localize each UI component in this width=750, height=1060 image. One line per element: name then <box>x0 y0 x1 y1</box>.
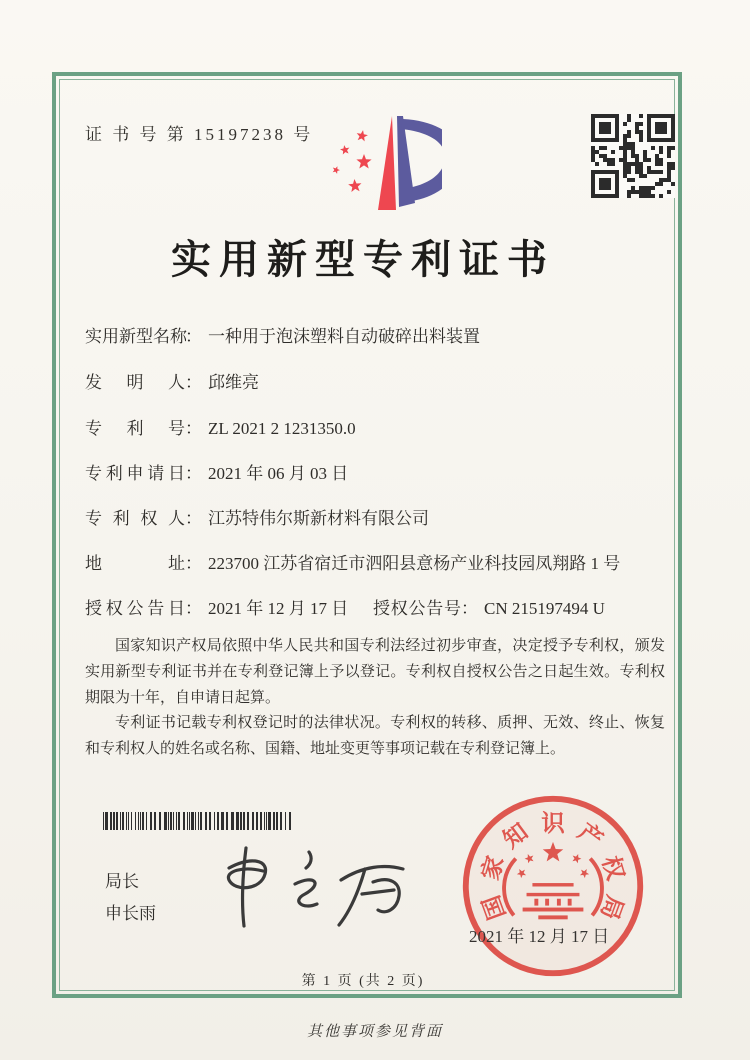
field-label: 专利权人 <box>85 509 185 528</box>
field-colon: ： <box>185 419 202 438</box>
field-colon: ： <box>185 509 202 528</box>
commissioner-signature <box>213 838 418 928</box>
field-filing-date <box>85 459 665 484</box>
field-label: 地址 <box>85 554 185 573</box>
commissioner-name: 申长雨 <box>105 904 156 924</box>
field-grant-announcement <box>85 594 665 619</box>
field-colon: ： <box>185 327 202 346</box>
field-value: 223700 江苏省宿迁市泗阳县意杨产业科技园凤翔路 1 号 <box>208 554 621 573</box>
field-colon: ： <box>185 599 202 618</box>
commissioner-block <box>105 866 156 931</box>
field-value: 江苏特伟尔斯新材料有限公司 <box>208 509 429 528</box>
barcode <box>103 812 295 830</box>
legal-paragraph-1: 国家知识产权局依照中华人民共和国专利法经过初步审查，决定授予专利权，颁发实用新型专利证书并在专利登记簿上予以登记。专利权自授权公告之日起生效。专利权期限为十年，自申请日起算。 <box>85 638 665 706</box>
field-patentee <box>85 504 665 529</box>
field-value: CN 215197494 U <box>484 599 605 618</box>
commissioner-title: 局长 <box>105 872 139 891</box>
field-value: 2021 年 12 月 17 日 <box>208 599 349 618</box>
field-value: 邱维亮 <box>208 373 259 392</box>
svg-text:家: 家 <box>477 853 510 884</box>
field-colon: ： <box>461 599 478 618</box>
svg-text:权: 权 <box>596 853 629 884</box>
field-colon: ： <box>185 373 202 392</box>
field-label: 专利号 <box>85 419 185 438</box>
svg-text:局: 局 <box>594 891 628 923</box>
field-grant-number <box>373 594 605 619</box>
back-side-note: 其他事项参见背面 <box>306 1024 443 1040</box>
field-label: 实用新型名称 <box>85 327 187 346</box>
svg-text:知: 知 <box>498 818 534 854</box>
svg-text:产: 产 <box>572 818 608 854</box>
field-value: 2021 年 06 月 03 日 <box>208 464 349 483</box>
field-inventor <box>85 368 665 393</box>
field-colon: ： <box>185 554 202 573</box>
svg-text:识: 识 <box>541 811 565 838</box>
field-invention-name <box>85 322 665 347</box>
svg-text:国: 国 <box>478 891 512 923</box>
field-value: ZL 2021 2 1231350.0 <box>208 419 356 438</box>
legal-paragraph-2: 专利证书记载专利权登记时的法律状况。专利权的转移、质押、无效、终止、恢复和专利权人的姓名或名称、国籍、地址变更等事项记载在专利登记簿上。 <box>85 715 665 758</box>
seal-date: 2021 年 12 月 17 日 <box>469 927 610 946</box>
field-label: 专利申请日 <box>85 464 185 483</box>
field-colon: ： <box>185 464 202 483</box>
field-patent-number <box>85 414 665 439</box>
certificate-number: 证 书 号 第 15197238 号 <box>85 125 314 144</box>
legal-text <box>85 634 665 763</box>
certificate-title: 实用新型专利证书 <box>171 237 555 282</box>
field-label: 授权公告日 <box>85 599 185 618</box>
page-number: 第 1 页 (共 2 页) <box>301 974 425 989</box>
field-label: 授权公告号 <box>373 599 461 618</box>
field-value: 一种用于泡沫塑料自动破碎出料装置 <box>208 327 480 346</box>
cnipa-logo-icon <box>322 110 442 220</box>
qr-code <box>591 114 675 198</box>
seal-graphic <box>455 788 651 984</box>
field-address <box>85 549 665 574</box>
official-seal <box>455 788 651 984</box>
field-label: 发明人 <box>85 373 185 392</box>
